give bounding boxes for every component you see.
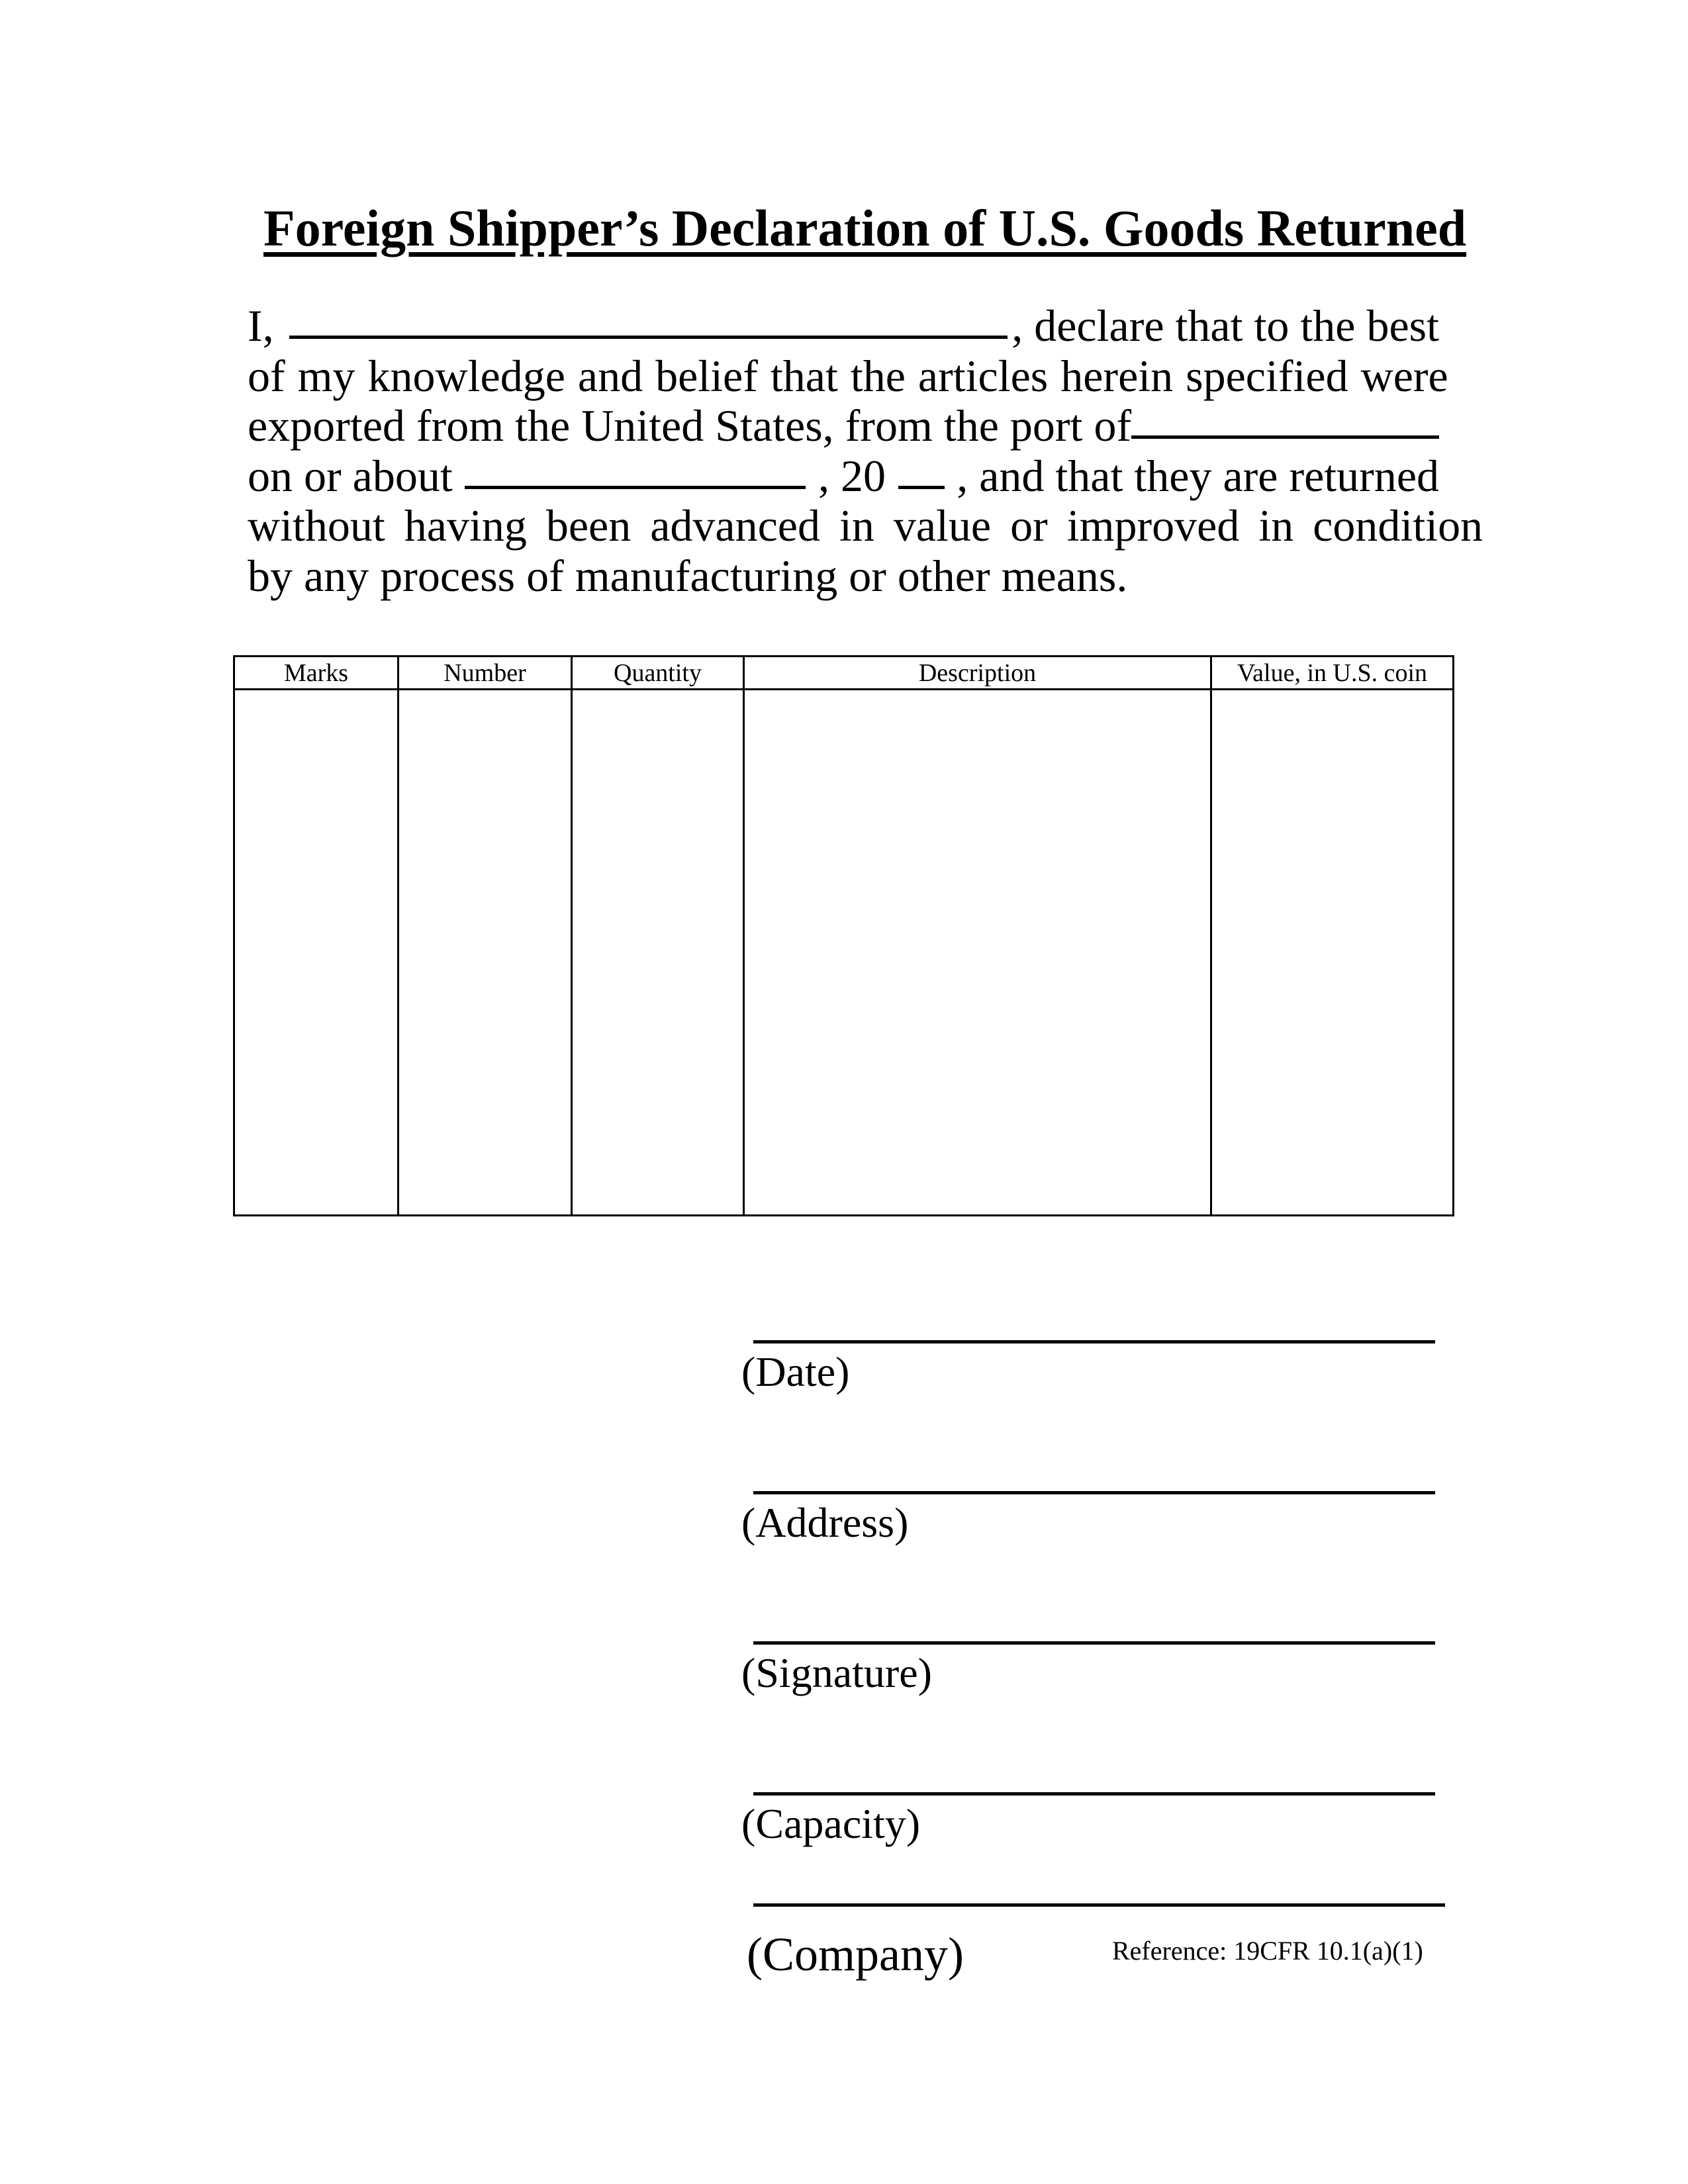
declaration-line-3 bbox=[248, 401, 1439, 451]
declaration-text: , 20 bbox=[818, 450, 886, 501]
column-header-marks: Marks bbox=[283, 659, 349, 687]
signature-label: (Signature) bbox=[741, 1649, 932, 1696]
column-header-quantity: Quantity bbox=[614, 659, 702, 687]
declaration-line-1 bbox=[248, 301, 1439, 351]
declaration-text: exported from the United States, from the port of bbox=[248, 400, 1132, 451]
port-field[interactable] bbox=[1131, 401, 1439, 439]
declarant-name-field[interactable] bbox=[289, 301, 1008, 339]
column-header-value: Value, in U.S. coin bbox=[1237, 659, 1428, 687]
date-line[interactable] bbox=[753, 1340, 1435, 1343]
reference-note: Reference: 19CFR 10.1(a)(1) bbox=[1112, 1936, 1423, 1966]
declaration-text: without having been advanced in value or improved in condition bbox=[248, 500, 1483, 551]
signature-line[interactable] bbox=[753, 1641, 1435, 1645]
export-date-field[interactable] bbox=[465, 451, 806, 489]
column-header-number: Number bbox=[444, 659, 526, 687]
declaration-text: by any process of manufacturing or other means. bbox=[248, 550, 1128, 601]
column-header-description: Description bbox=[918, 659, 1037, 687]
declaration-text: of my knowledge and belief that the articles herein specified were bbox=[248, 350, 1448, 401]
declaration-line-6 bbox=[248, 551, 1439, 602]
declaration-text: , and that they are returned bbox=[957, 450, 1439, 501]
description-cell[interactable] bbox=[745, 690, 1210, 1214]
page-title bbox=[263, 199, 1467, 258]
value-cell[interactable] bbox=[1212, 690, 1452, 1214]
address-line[interactable] bbox=[753, 1491, 1435, 1494]
company-label: (Company) bbox=[747, 1928, 964, 1981]
number-cell[interactable] bbox=[399, 690, 571, 1214]
capacity-label: (Capacity) bbox=[741, 1800, 921, 1847]
company-line[interactable] bbox=[753, 1903, 1445, 1907]
date-label: (Date) bbox=[741, 1348, 850, 1395]
capacity-line[interactable] bbox=[753, 1792, 1435, 1796]
marks-cell[interactable] bbox=[235, 690, 397, 1214]
goods-table bbox=[233, 655, 1454, 1216]
address-label: (Address) bbox=[741, 1499, 909, 1546]
quantity-cell[interactable] bbox=[573, 690, 743, 1214]
title-text: Foreign Shipper’s Declaration of U.S. Goods Returned bbox=[263, 199, 1467, 257]
declaration-line-2 bbox=[248, 350, 1448, 402]
declaration-text: I, bbox=[248, 300, 274, 351]
declaration-paragraph bbox=[248, 300, 1483, 601]
declaration-text: on or about bbox=[248, 450, 453, 501]
declaration-line-4 bbox=[248, 451, 1439, 502]
declaration-text: , declare that to the best bbox=[1011, 300, 1439, 351]
declaration-line-5 bbox=[248, 500, 1483, 551]
export-year-field[interactable] bbox=[898, 451, 945, 489]
